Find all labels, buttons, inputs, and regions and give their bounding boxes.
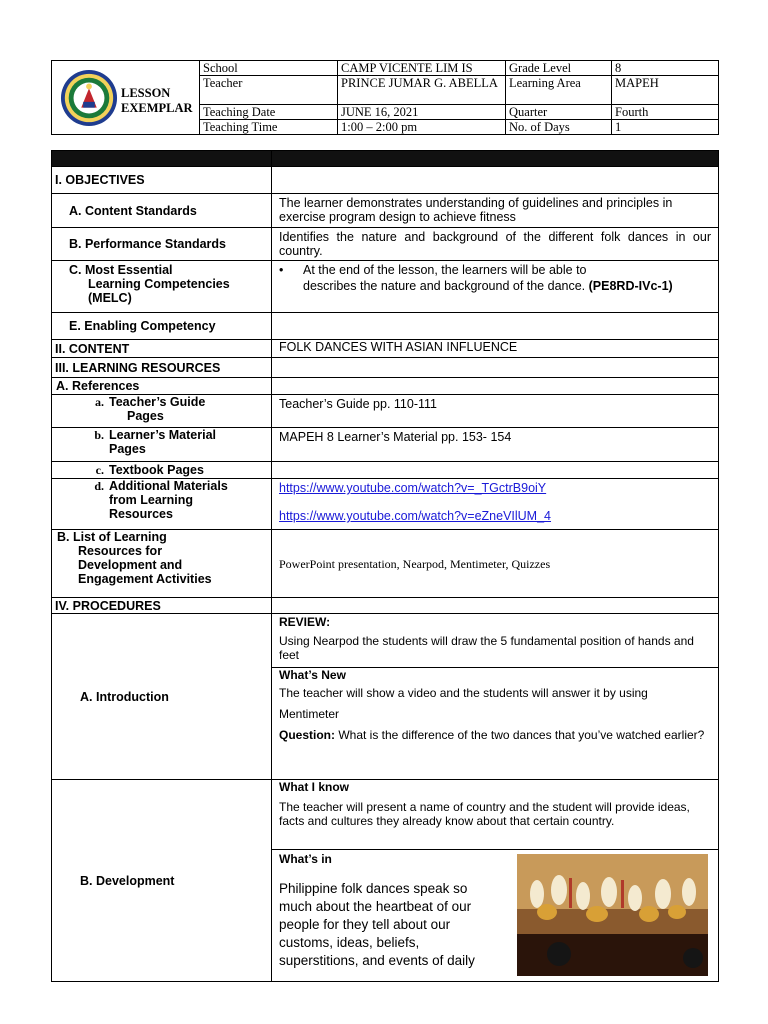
melc-text-line1: At the end of the lesson, the learners will be able to [303,263,587,277]
introduction-content [272,614,719,780]
question-text [279,725,711,746]
content-text: FOLK DANCES WITH ASIAN INFLUENCE [272,340,719,358]
what-i-know-heading: What I know [279,780,349,794]
value-teaching-time: 1:00 – 2:00 pm [338,120,506,135]
label-no-of-days: No. of Days [506,120,612,135]
label-learning-area: Learning Area [506,76,612,105]
melc-text-line2: describes the nature and background of the dance. [303,279,586,293]
teachers-guide-line1: Teacher’s Guide [109,395,206,409]
teachers-guide-line2: Pages [127,409,164,423]
lesson-plan-table [51,150,719,982]
header-table [51,60,719,135]
learners-material-text: MAPEH 8 Learner’s Material pp. 153- 154 [272,428,719,462]
whats-in-heading: What’s in [279,852,332,866]
list-of-resources-label [52,530,272,598]
introduction-label: A. Introduction [52,614,272,780]
objectives-heading: I. OBJECTIVES [52,167,272,194]
content-standards-label: A. Content Standards [52,194,272,228]
content-standards-text: The learner demonstrates understanding of guidelines and principles in exercise program design to achieve fitness [272,194,719,228]
additional-materials-line3: Resources [109,507,173,521]
teachers-guide-text: Teacher’s Guide pp. 110-111 [272,395,719,428]
textbook-pages-label [52,462,272,479]
learners-material-line1: Learner’s Material [109,428,216,442]
whats-new-heading: What’s New [279,668,346,682]
performance-standards-text: Identifies the nature and background of the different folk dances in our country. [272,228,719,261]
list-line2: Resources for [78,544,163,558]
value-quarter: Fourth [612,105,719,120]
item-c-num: c. [95,463,104,477]
bullet-icon: • [279,263,284,277]
whats-in-text: Philippine folk dances speak so much about the heartbeat of our people for they tell about our customs, ideas, beliefs, superstitions, and events of daily [279,881,475,968]
review-heading: REVIEW: [279,615,331,629]
textbook-pages-text: Textbook Pages [109,463,204,477]
melc-label-line1: C. Most Essential [69,263,173,277]
value-no-of-days: 1 [612,120,719,135]
value-school: CAMP VICENTE LIM IS [338,61,506,76]
teachers-guide-label [52,395,272,428]
label-school: School [200,61,338,76]
youtube-link-1[interactable]: https://www.youtube.com/watch?v=_TGctrB9oiY [279,481,547,495]
content-heading: II. CONTENT [52,340,272,358]
melc-code: (PE8RD-IVc-1) [588,279,673,293]
item-a-num: a. [95,395,104,409]
label-teaching-date: Teaching Date [200,105,338,120]
value-teaching-date: JUNE 16, 2021 [338,105,506,120]
additional-materials-line1: Additional Materials [109,479,228,493]
lesson-exemplar-label: LESSON EXEMPLAR [121,85,193,115]
value-teacher: PRINCE JUMAR G. ABELLA [338,76,506,105]
logo-cell [52,61,200,135]
procedures-heading: IV. PROCEDURES [52,598,272,614]
what-i-know-text: The teacher will present a name of country and the student will provide ideas, facts and cultures they already know about that certain country. [279,800,690,828]
value-grade-level: 8 [612,61,719,76]
label-teacher: Teacher [200,76,338,105]
question-label: Question: [279,728,335,742]
dark-header-row [52,151,719,167]
whats-new-text: The teacher will show a video and the students will answer it by using Mentimeter [279,686,648,721]
label-quarter: Quarter [506,105,612,120]
melc-text [272,261,719,313]
item-b-num: b. [94,428,104,442]
label-grade-level: Grade Level [506,61,612,76]
enabling-competency-label: E. Enabling Competency [52,313,272,340]
melc-label [52,261,272,313]
school-seal-icon [60,69,118,127]
list-of-resources-text: PowerPoint presentation, Nearpod, Mentimeter, Quizzes [272,530,719,598]
development-content [272,780,719,982]
list-line1: B. List of Learning [57,530,167,544]
list-line4: Engagement Activities [78,572,212,586]
melc-label-line2: Learning Competencies [88,277,230,291]
additional-materials-label [52,479,272,530]
additional-materials-links [272,479,719,530]
additional-materials-line2: from Learning [109,493,194,507]
learners-material-label [52,428,272,462]
item-d-num: d. [94,479,104,493]
review-text: Using Nearpod the students will draw the 5 fundamental position of hands and feet [279,634,694,662]
references-label: A. References [52,378,272,395]
learning-resources-heading: III. LEARNING RESOURCES [52,358,272,378]
list-line3: Development and [78,558,183,572]
development-label: B. Development [52,780,272,982]
question-body: What is the difference of the two dances that you’ve watched earlier? [335,728,705,742]
performance-standards-label: B. Performance Standards [52,228,272,261]
youtube-link-2[interactable]: https://www.youtube.com/watch?v=eZneVIlUM_4 [279,509,552,523]
learners-material-line2: Pages [109,442,146,456]
folk-dance-photo-icon [517,854,708,976]
melc-label-line3: (MELC) [88,291,132,305]
label-teaching-time: Teaching Time [200,120,338,135]
value-learning-area: MAPEH [612,76,719,105]
